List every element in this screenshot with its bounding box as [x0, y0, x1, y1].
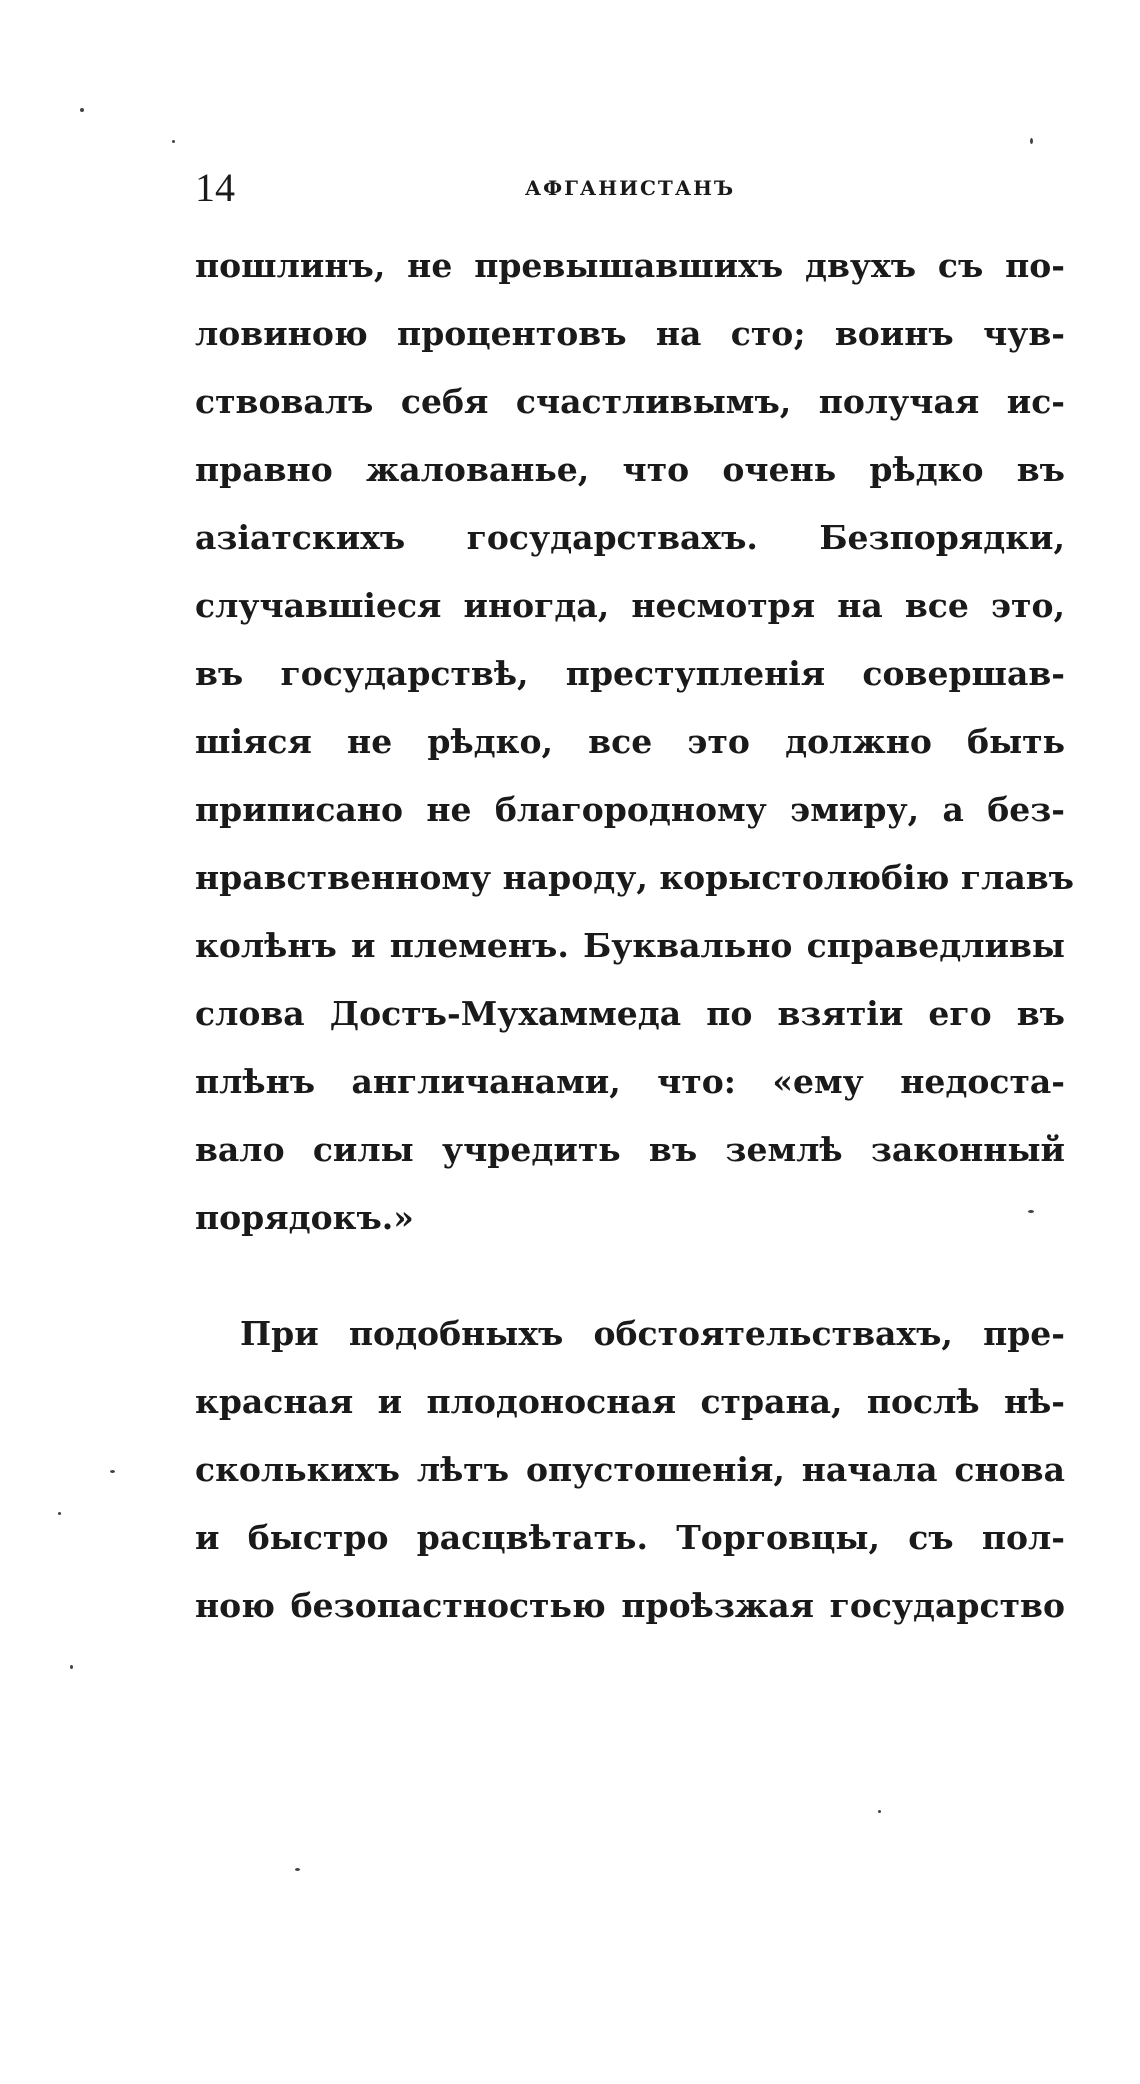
- paragraph-1: [195, 232, 1074, 1252]
- scan-speck: [878, 1810, 881, 1813]
- text-line: ною безопастностью проѣзжая государство: [195, 1586, 1065, 1625]
- scan-speck: [110, 1470, 115, 1473]
- text-line: правно жалованье, что очень рѣдко въ: [195, 450, 1065, 489]
- text-line: вало силы учредить въ землѣ законный: [195, 1130, 1065, 1169]
- text-line: шіяся не рѣдко, все это должно быть: [195, 722, 1065, 761]
- paragraph-2: [195, 1300, 1065, 1640]
- text-line: красная и плодоносная страна, послѣ нѣ-: [195, 1382, 1065, 1421]
- text-line: приписано не благородному эмиру, а без-: [195, 790, 1065, 829]
- text-line: сколькихъ лѣтъ опустошенія, начала снова: [195, 1450, 1065, 1489]
- scan-speck: [172, 140, 175, 143]
- scan-speck: [295, 1868, 300, 1871]
- text-line: слова Достъ-Мухаммеда по взятіи его въ: [195, 994, 1065, 1033]
- text-line: порядокъ.»: [195, 1198, 414, 1237]
- text-line: и быстро расцвѣтать. Торговцы, съ пол-: [195, 1518, 1065, 1557]
- running-head: АФГАНИСТАНЪ: [524, 176, 736, 200]
- scan-speck: [1028, 1210, 1034, 1213]
- text-line: случавшіеся иногда, несмотря на все это,: [195, 586, 1065, 625]
- text-line: ловиною процентовъ на сто; воинъ чув-: [195, 314, 1065, 353]
- text-line: въ государствѣ, преступленія совершав-: [195, 654, 1065, 693]
- text-line: пошлинъ, не превышавшихъ двухъ съ по-: [195, 246, 1065, 285]
- text-line: ствовалъ себя счастливымъ, получая ис-: [195, 382, 1065, 421]
- text-line: азіатскихъ государствахъ. Безпорядки,: [195, 518, 1065, 557]
- text-line: нравственному народу, корыстолюбію главъ: [195, 858, 1074, 897]
- page-number: 14: [195, 165, 235, 210]
- scan-speck: [80, 108, 84, 112]
- text-line: При подобныхъ обстоятельствахъ, пре-: [240, 1314, 1065, 1353]
- page-header: [195, 158, 1065, 218]
- scan-speck: [1030, 138, 1033, 144]
- text-line: колѣнъ и племенъ. Буквально справедливы: [195, 926, 1065, 965]
- scan-speck: [70, 1665, 73, 1669]
- text-line: плѣнъ англичанами, что: «ему недоста-: [195, 1062, 1065, 1101]
- scan-speck: [58, 1512, 61, 1515]
